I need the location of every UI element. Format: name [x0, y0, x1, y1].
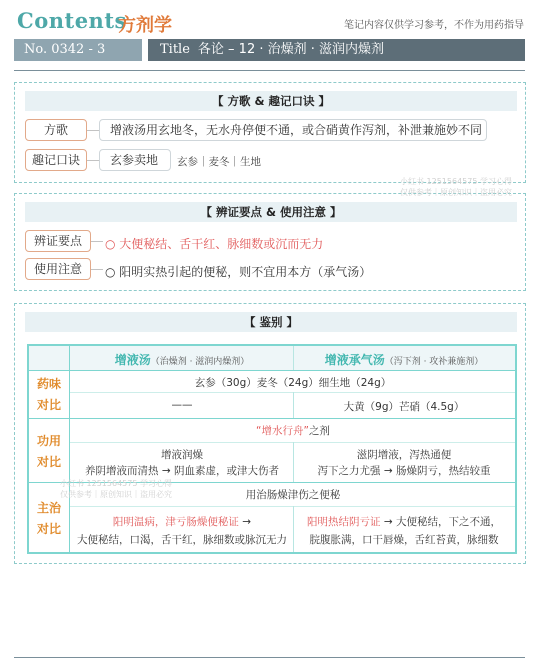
- row2-left: [71, 447, 293, 479]
- highlight-text: 阳明温病，津亏肠燥便秘证: [112, 516, 239, 528]
- keypoint-text: ○ 大便秘结、舌干红、脉细数或沉而无力: [105, 237, 324, 251]
- cell-line: 滋阴增液，泻热通便: [356, 449, 452, 461]
- sub-divider: [69, 442, 515, 443]
- cell-line: 增液润燥: [161, 449, 203, 461]
- row-label-function: [29, 431, 69, 473]
- title-label: Title: [160, 42, 190, 57]
- row-label-line: 主治: [36, 501, 61, 515]
- caution-text: ○ 阳明实热引起的便秘，则不宜用本方（承气汤）: [105, 265, 372, 279]
- watermark-line: 仅供参考｜原创知识｜盗用必究: [60, 490, 172, 499]
- keypoint-label: 辨证要点: [25, 230, 91, 252]
- connector: [91, 269, 103, 270]
- watermark-line: 仅供参考｜原创知识｜盗用必究: [400, 188, 512, 197]
- cell-line: 大便秘结，口渴，舌干红，脉细数或脉沉无力: [77, 534, 287, 546]
- footer-divider: [14, 657, 525, 658]
- note-title-bar: [148, 39, 525, 61]
- cell-line: [71, 513, 293, 531]
- column-divider: [293, 442, 294, 482]
- formula-category: （治燥剂 · 滋润内燥剂）: [150, 357, 250, 367]
- mnemonic-label: 趣记口诀: [25, 149, 87, 171]
- formula-name: 增液承气汤: [324, 353, 385, 367]
- watermark: [400, 176, 512, 198]
- page-subtitle: 方剂学: [118, 15, 172, 36]
- song-text: 增液汤用玄地冬，无水舟停便不通，或合硝黄作泻剂，补泄兼施妙不同: [99, 119, 487, 141]
- column-divider: [69, 346, 70, 552]
- page-title: Contents: [17, 8, 127, 33]
- sub-divider: [69, 506, 515, 507]
- plain-text: 之剂: [308, 425, 330, 437]
- row-label-line: 功用: [36, 434, 61, 448]
- note-number: No. 0342 - 3: [14, 39, 142, 61]
- plain-text: →: [238, 516, 252, 528]
- row-label-line: 对比: [36, 455, 61, 469]
- row-divider: [29, 370, 515, 371]
- row1-left: ——: [171, 399, 193, 411]
- cell-line: 养阴增液而清热 → 阴血素虚，或津大伤者: [85, 465, 279, 477]
- header-divider: [14, 70, 525, 71]
- connector: [91, 241, 103, 242]
- column-divider: [293, 346, 294, 370]
- column-divider: [293, 506, 294, 552]
- row3-shared: 用治肠燥津伤之便秘: [245, 489, 341, 501]
- section-heading: 【 方歌 & 趣记口诀 】: [25, 91, 517, 111]
- mnemonic-text: 玄参卖地: [99, 149, 171, 171]
- section-keypoints: [14, 193, 526, 291]
- row-label-ingredients: [29, 374, 69, 416]
- row-divider: [29, 418, 515, 419]
- formula-category: （泻下剂 · 攻补兼施剂）: [384, 357, 484, 367]
- column-divider: [293, 392, 294, 418]
- row1-shared: 玄参（30g）麦冬（24g）细生地（24g）: [194, 377, 392, 389]
- watermark-line: 小红书 1251564575 学习心得: [400, 177, 512, 186]
- comparison-table: [27, 344, 517, 554]
- song-label: 方歌: [25, 119, 87, 141]
- column-header-right: [293, 351, 515, 368]
- section-heading: 【 辨证要点 & 使用注意 】: [25, 202, 517, 222]
- cell-line: 泻下之力尤强 → 肠燥阴亏，热结较重: [317, 465, 491, 477]
- row-label-line: 对比: [36, 522, 61, 536]
- formula-name: 增液汤: [114, 353, 151, 367]
- section-heading: 【 鉴别 】: [25, 312, 517, 332]
- row2-shared: [71, 423, 515, 438]
- row3-left: [71, 513, 293, 549]
- caution-label: 使用注意: [25, 258, 91, 280]
- row-label-line: 药味: [36, 377, 61, 391]
- column-header-left: [71, 351, 293, 368]
- connector: [87, 130, 99, 131]
- cell-line: [293, 513, 515, 531]
- highlight-text: 阳明热结阴亏证: [307, 516, 381, 528]
- cell-line: 脘腹胀满，口干唇燥，舌红苔黄，脉细数: [309, 534, 499, 546]
- connector: [87, 160, 99, 161]
- row1-right: 大黄（9g）芒硝（4.5g）: [343, 401, 465, 413]
- plain-text: → 大便秘结，下之不通，: [380, 516, 501, 528]
- disclaimer-note: 笔记内容仅供学习参考，不作为用药指导: [344, 20, 524, 31]
- section-song: [14, 82, 526, 183]
- row-label-line: 对比: [36, 398, 61, 412]
- row3-right: [293, 513, 515, 549]
- highlight-text: “增水行舟”: [256, 425, 309, 437]
- watermark-line: 小红书 1251564575 学习心得: [60, 479, 172, 488]
- row2-right: [293, 447, 515, 479]
- title-text: 各论 – 12 · 治燥剂 · 滋润内燥剂: [197, 42, 385, 57]
- sub-divider: [69, 392, 515, 393]
- watermark: [60, 478, 172, 500]
- mnemonic-items: 玄参｜麦冬｜生地: [177, 156, 261, 168]
- row-label-indication: [29, 498, 69, 540]
